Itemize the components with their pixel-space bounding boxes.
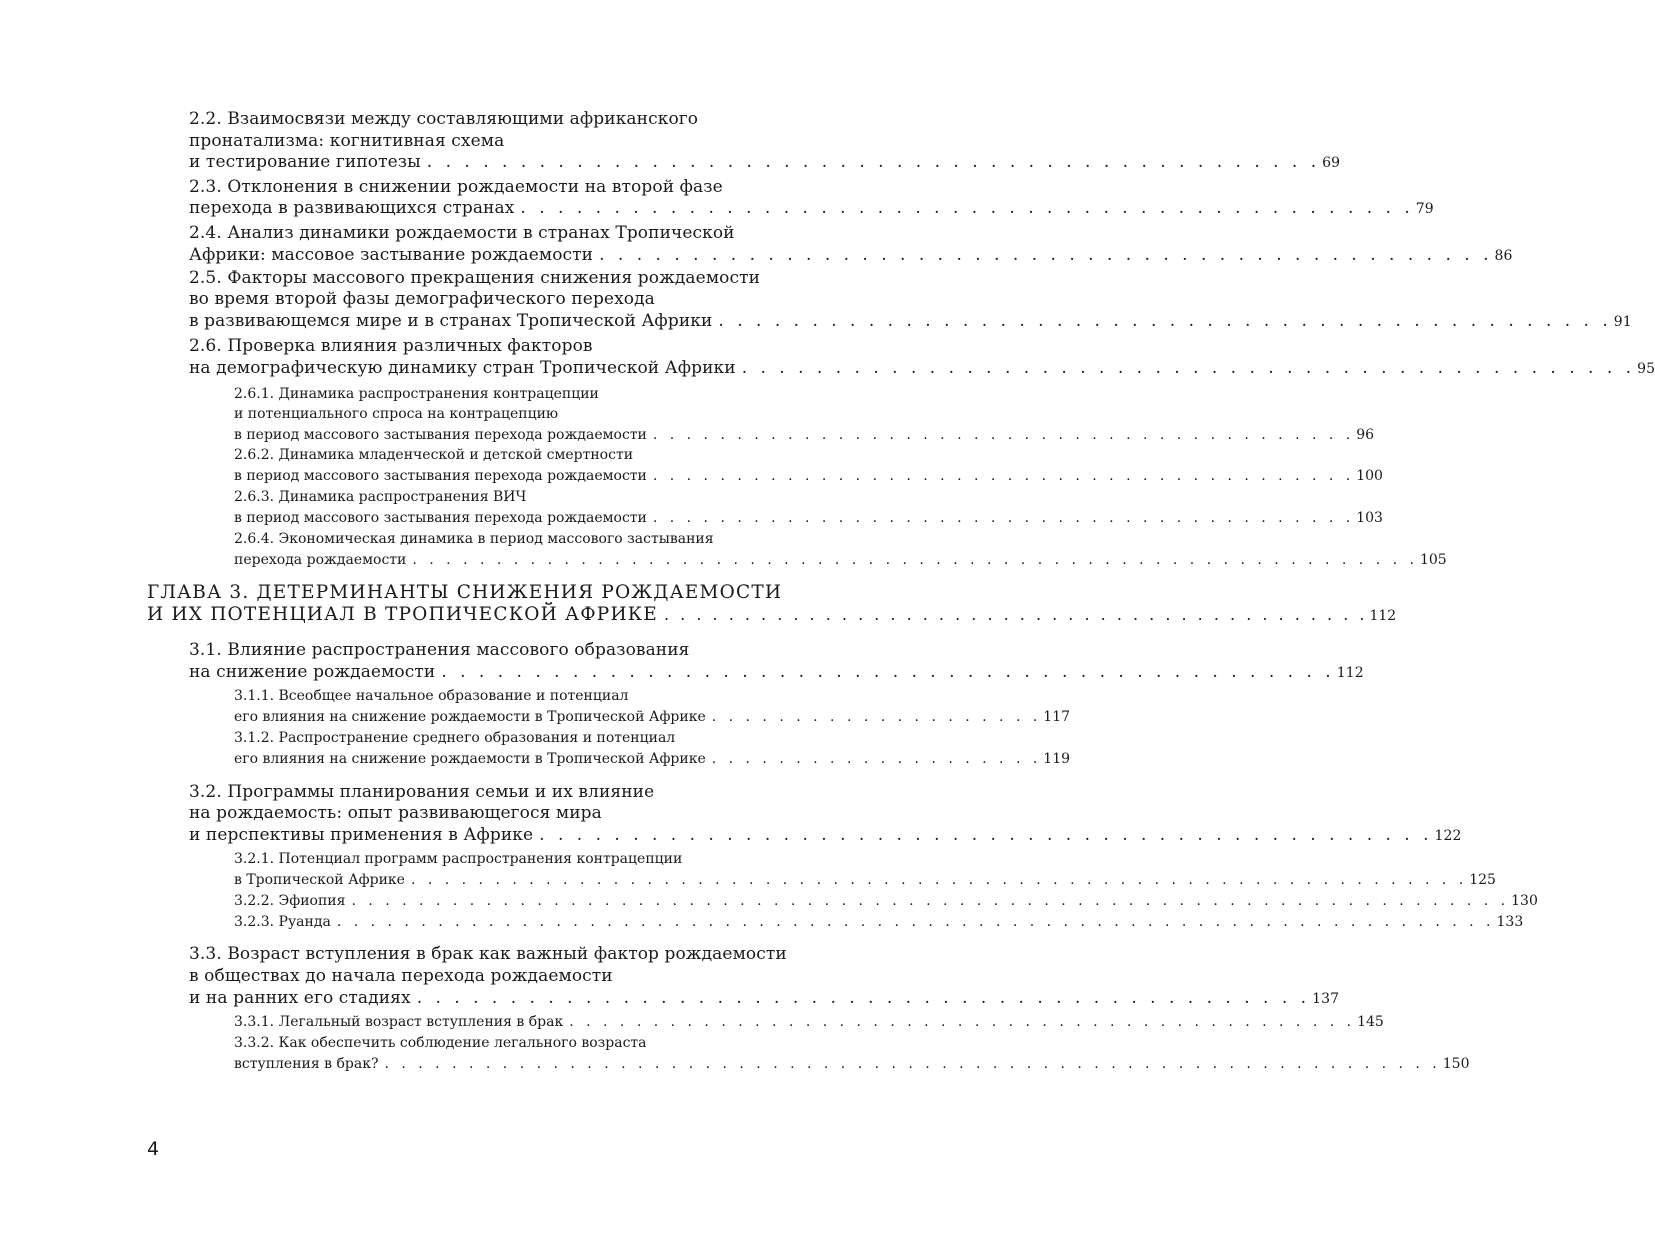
toc-line: 3.2.1. Потенциал программ распространения контрацепции xyxy=(234,851,683,867)
toc-last-line xyxy=(234,510,1383,526)
toc-line: 2.6.3. Динамика распространения ВИЧ xyxy=(234,489,527,505)
toc-last-line xyxy=(189,198,1434,218)
toc-line: 3.2.3. Руанда xyxy=(234,914,331,930)
toc-line: и перспективы применения в Африке xyxy=(189,825,534,845)
toc-last-line xyxy=(234,552,1447,568)
toc-line: во время второй фазы демографического перехода xyxy=(189,289,655,309)
toc-page: 96 xyxy=(1356,427,1375,443)
toc-line: перехода в развивающихся странах xyxy=(189,198,515,218)
toc-page: 150 xyxy=(1442,1056,1470,1072)
leader-dots: . . . . . . . . . . . . . . . . . . . . . . . . . . . . . . . . . . . . . . . . . . . . . . . xyxy=(569,1014,1356,1030)
toc-line: 3.3. Возраст вступления в брак как важный фактор рождаемости xyxy=(189,944,787,964)
toc-line: 2.3. Отклонения в снижении рождаемости на второй фазе xyxy=(189,177,723,197)
leader-dots: . . . . . . . . . . . . . . . . . . . . . . . . . . . . . . . . . . . . . . . . . . . . xyxy=(664,605,1368,624)
toc-page: 79 xyxy=(1415,201,1434,217)
toc-page: 86 xyxy=(1494,248,1513,264)
toc-line: 2.5. Факторы массового прекращения снижения рождаемости xyxy=(189,268,761,288)
toc-line: 2.6.1. Динамика распространения контрацепции xyxy=(234,386,599,402)
toc-line: 3.2.2. Эфиопия xyxy=(234,893,346,909)
toc-page: 112 xyxy=(1369,608,1397,624)
toc-line: его влияния на снижение рождаемости в Тропической Африке xyxy=(234,709,706,725)
toc-page: 103 xyxy=(1356,510,1383,526)
leader-dots: . . . . . . . . . . . . . . . . . . . . . . . . . . . . . . . . . . . . . . . . . . . . . . . . xyxy=(416,988,1311,1008)
toc-line: 2.4. Анализ динамики рождаемости в странах Тропической xyxy=(189,223,735,243)
leader-dots: . . . . . . . . . . . . . . . . . . . . . . . . . . . . . . . . . . . . . . . . . . . . . . . . xyxy=(520,198,1414,218)
toc-last-line xyxy=(189,662,1364,682)
toc-page: 122 xyxy=(1434,828,1462,844)
toc-last-line xyxy=(234,427,1375,443)
toc-line: 3.2. Программы планирования семьи и их влияние xyxy=(189,782,655,802)
leader-dots: . . . . . . . . . . . . . . . . . . . . . . . . . . . . . . . . . . . . . . . . . . xyxy=(652,468,1355,484)
page-number: 4 xyxy=(147,1138,160,1160)
toc-page: 112 xyxy=(1336,665,1364,681)
leader-dots: . . . . . . . . . . . . . . . . . . . . . . . . . . . . . . . . . . . . . . . . . . . . . . . . xyxy=(718,311,1612,331)
toc-last-line xyxy=(234,751,1071,767)
toc-page: 105 xyxy=(1419,552,1447,568)
toc-last-line xyxy=(189,245,1513,265)
toc-line: на демографическую динамику стран Тропической Африки xyxy=(189,358,736,378)
leader-dots: . . . . . . . . . . . . . . . . . . . . . . . . . . . . . . . . . . . . . . . . . . . . . . . . . . . . . . . . . . . . xyxy=(412,552,1418,568)
toc-line: в обществах до начала перехода рождаемости xyxy=(189,966,613,986)
toc-last-line xyxy=(234,893,1538,909)
leader-dots: . . . . . . . . . . . . . . . . . . . . xyxy=(711,751,1042,767)
toc-line: в период массового застывания перехода рождаемости xyxy=(234,468,647,484)
leader-dots: . . . . . . . . . . . . . . . . . . . . . . . . . . . . . . . . . . . . . . . . . . . . . . . . xyxy=(426,152,1321,172)
toc-line: перехода рождаемости xyxy=(234,552,407,568)
toc-last-line xyxy=(234,709,1071,725)
toc-page: 137 xyxy=(1312,991,1340,1007)
toc-line: в развивающемся мире и в странах Тропической Африки xyxy=(189,311,713,331)
chapter-title-line: И ИХ ПОТЕНЦИАЛ В ТРОПИЧЕСКОЙ АФРИКЕ xyxy=(147,604,658,625)
toc-line: и потенциального спроса на контрацепцию xyxy=(234,406,559,422)
toc-last-line xyxy=(189,311,1632,331)
toc-last-line xyxy=(234,468,1383,484)
toc-line: 2.6.4. Экономическая динамика в период массового застывания xyxy=(234,531,714,547)
leader-dots: . . . . . . . . . . . . . . . . . . . . . . . . . . . . . . . . . . . . . . . . . . . . . . . . xyxy=(599,245,1493,265)
toc-page: 91 xyxy=(1613,314,1632,330)
chapter-title-last-line xyxy=(147,604,1397,625)
toc-page: 145 xyxy=(1357,1014,1384,1030)
chapter-title-line: ГЛАВА 3. ДЕТЕРМИНАНТЫ СНИЖЕНИЯ РОЖДАЕМОСТИ xyxy=(147,582,783,603)
leader-dots: . . . . . . . . . . . . . . . . . . . . . . . . . . . . . . . . . . . . . . . . . . . . . . . . . . . . . . . . . . . . . . . xyxy=(410,872,1468,888)
toc-last-line xyxy=(189,358,1655,378)
toc-page: 133 xyxy=(1496,914,1524,930)
toc-line: 3.1.2. Распространение среднего образования и потенциал xyxy=(234,730,676,746)
toc-line: вступления в брак? xyxy=(234,1056,379,1072)
toc-line: 3.1. Влияние распространения массового образования xyxy=(189,640,690,660)
toc-last-line xyxy=(189,825,1462,845)
leader-dots: . . . . . . . . . . . . . . . . . . . . . . . . . . . . . . . . . . . . . . . . . . . . . . . . . . . . . . . . . . . . . . . . . . . . . xyxy=(351,893,1510,909)
leader-dots: . . . . . . . . . . . . . . . . . . . . xyxy=(711,709,1042,725)
leader-dots: . . . . . . . . . . . . . . . . . . . . . . . . . . . . . . . . . . . . . . . . . . . . . . . . xyxy=(741,358,1636,378)
toc-page: 119 xyxy=(1043,751,1071,767)
leader-dots: . . . . . . . . . . . . . . . . . . . . . . . . . . . . . . . . . . . . . . . . . . xyxy=(652,427,1355,443)
toc-line: 3.3.1. Легальный возраст вступления в брак xyxy=(234,1014,564,1030)
toc-last-line xyxy=(234,914,1524,930)
toc-page: 125 xyxy=(1469,872,1496,888)
toc-line: на рождаемость: опыт развивающегося мира xyxy=(189,803,602,823)
toc-last-line xyxy=(234,1056,1470,1072)
toc-last-line xyxy=(189,988,1340,1008)
toc-last-line xyxy=(234,1014,1384,1030)
toc-line: 2.6.2. Динамика младенческой и детской смертности xyxy=(234,447,634,463)
toc-page: 95 xyxy=(1637,361,1655,377)
leader-dots: . . . . . . . . . . . . . . . . . . . . . . . . . . . . . . . . . . . . . . . . . . . . . . . . xyxy=(539,825,1433,845)
leader-dots: . . . . . . . . . . . . . . . . . . . . . . . . . . . . . . . . . . . . . . . . . . xyxy=(652,510,1355,526)
toc-line: 3.1.1. Всеобщее начальное образование и потенциал xyxy=(234,688,629,704)
toc-line: Африки: массовое застывание рождаемости xyxy=(189,245,594,265)
toc-last-line xyxy=(189,152,1341,172)
leader-dots: . . . . . . . . . . . . . . . . . . . . . . . . . . . . . . . . . . . . . . . . . . . . . . . . . . . . . . . . . . . . . . . . . . . . . xyxy=(336,914,1495,930)
toc-page: 69 xyxy=(1322,155,1341,171)
toc-line: на снижение рождаемости xyxy=(189,662,436,682)
toc-line: его влияния на снижение рождаемости в Тропической Африке xyxy=(234,751,706,767)
toc-page: 100 xyxy=(1356,468,1383,484)
leader-dots: . . . . . . . . . . . . . . . . . . . . . . . . . . . . . . . . . . . . . . . . . . . . . . . . xyxy=(441,662,1335,682)
toc-line: в период массового застывания перехода рождаемости xyxy=(234,427,647,443)
toc-page: 117 xyxy=(1043,709,1071,725)
toc-line: 2.6. Проверка влияния различных факторов xyxy=(189,336,593,356)
toc-line: в Тропической Африке xyxy=(234,872,405,888)
toc-line: и на ранних его стадиях xyxy=(189,988,411,1008)
toc-line: и тестирование гипотезы xyxy=(189,152,421,172)
toc-page: 130 xyxy=(1511,893,1538,909)
leader-dots: . . . . . . . . . . . . . . . . . . . . . . . . . . . . . . . . . . . . . . . . . . . . . . . . . . . . . . . . . . . . . . . xyxy=(384,1056,1441,1072)
toc-line: 3.3.2. Как обеспечить соблюдение легального возраста xyxy=(234,1035,647,1051)
toc-line: пронатализма: когнитивная схема xyxy=(189,131,505,151)
toc-line: 2.2. Взаимосвязи между составляющими африканского xyxy=(189,109,699,129)
toc-last-line xyxy=(234,872,1496,888)
toc-line: в период массового застывания перехода рождаемости xyxy=(234,510,647,526)
